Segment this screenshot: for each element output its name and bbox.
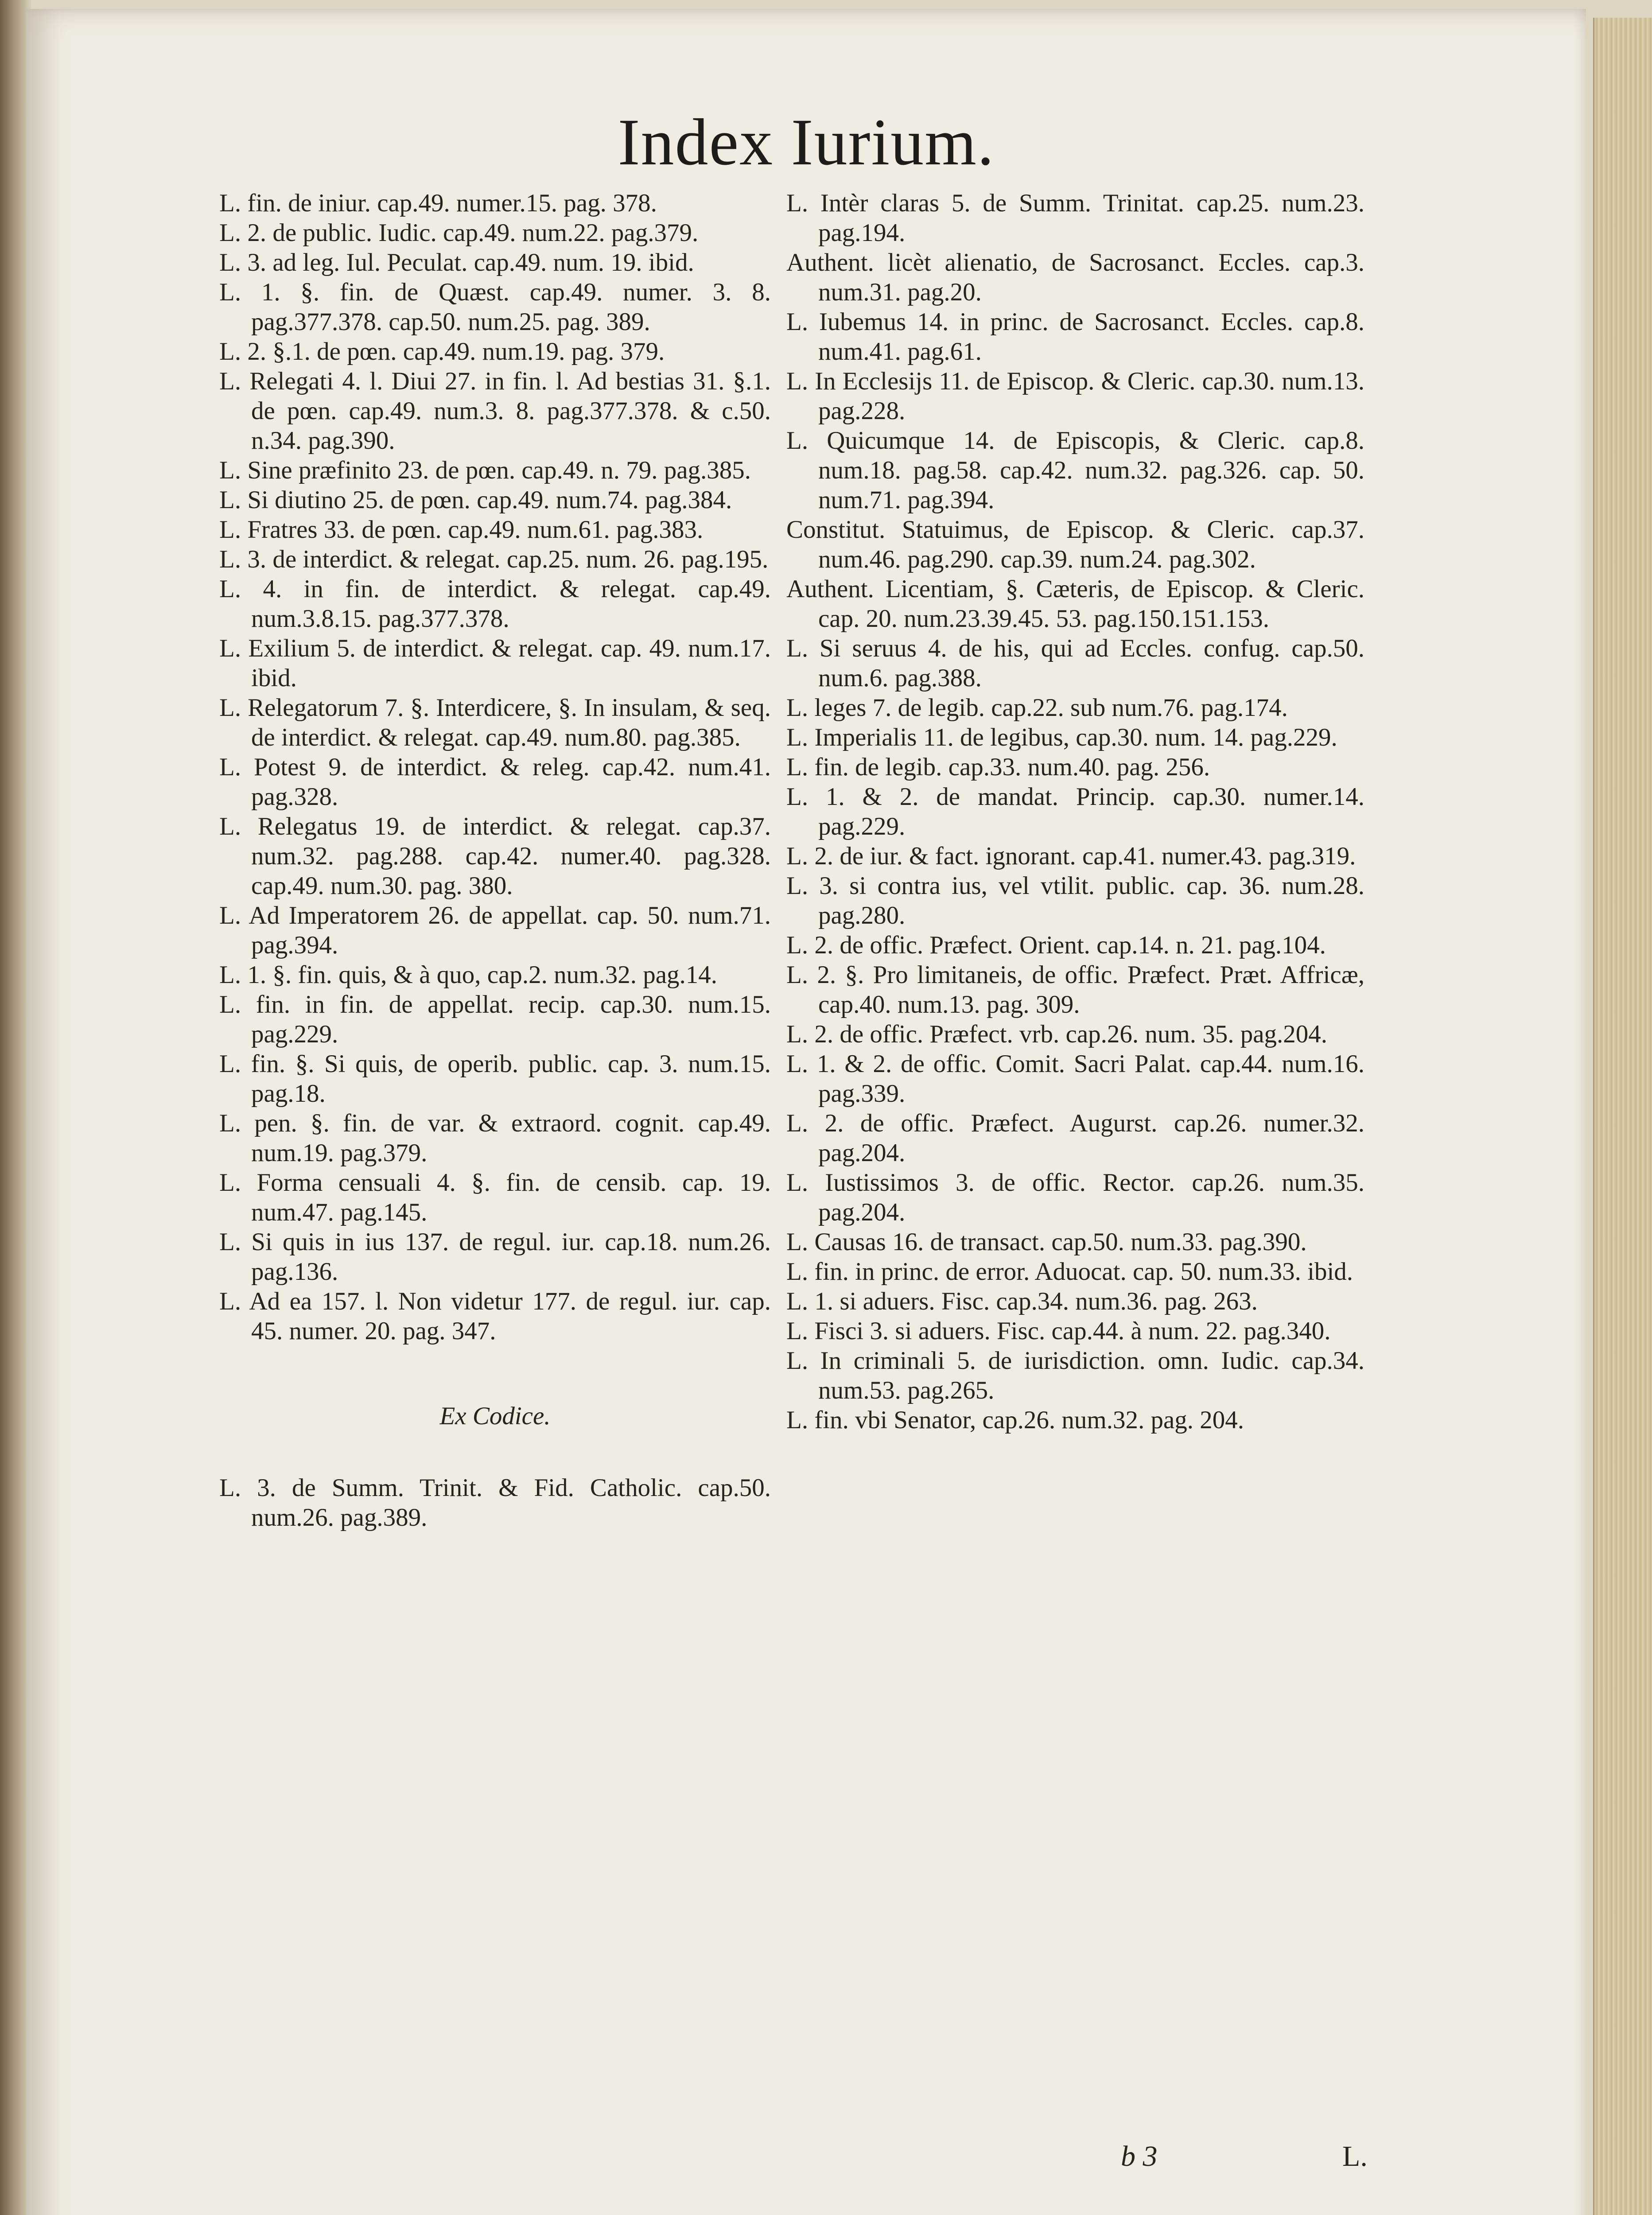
index-entry: L. 1. & 2. de mandat. Princip. cap.30. numer.14. pag.229. <box>786 783 1364 840</box>
index-entry: Constitut. Statuimus, de Episcop. & Cleric. cap.37. num.46. pag.290. cap.39. num.24. pag.302. <box>786 516 1364 573</box>
index-entry: L. Imperialis 11. de legibus, cap.30. num. 14. pag.229. <box>786 723 1337 751</box>
index-entry: Authent. Licentiam, §. Cæteris, de Episcop. & Cleric. cap. 20. num.23.39.45. 53. pag.150.151.153. <box>786 575 1364 633</box>
index-entry: L. Iustissimos 3. de offic. Rector. cap.26. num.35. pag.204. <box>786 1169 1364 1226</box>
index-entry: L. 2. de offic. Præfect. vrb. cap.26. num. 35. pag.204. <box>786 1020 1328 1048</box>
index-entry: L. Sine præfinito 23. de pœn. cap.49. n. 79. pag.385. <box>219 456 751 484</box>
index-entry: L. 3. de interdict. & relegat. cap.25. num. 26. pag.195. <box>219 545 769 573</box>
index-entry: L. 1. §. fin. de Quæst. cap.49. numer. 3. 8. pag.377.378. cap.50. num.25. pag. 389. <box>219 278 771 336</box>
index-entry: L. Intèr claras 5. de Summ. Trinitat. cap.25. num.23. pag.194. <box>786 189 1364 247</box>
index-entry: L. 1. si aduers. Fisc. cap.34. num.36. pag. 263. <box>786 1287 1258 1315</box>
catchword: L. <box>1342 2140 1368 2172</box>
left-column <box>219 188 771 1532</box>
index-entry: L. fin. §. Si quis, de operib. public. cap. 3. num.15. pag.18. <box>219 1050 771 1108</box>
index-entry: L. Ad Imperatorem 26. de appellat. cap. 50. num.71. pag.394. <box>219 902 771 959</box>
index-entry: L. 2. §.1. de pœn. cap.49. num.19. pag. 379. <box>219 338 665 365</box>
right-entries-list <box>786 188 1364 1435</box>
index-entry: L. 1. & 2. de offic. Comit. Sacri Palat. cap.44. num.16. pag.339. <box>786 1050 1364 1108</box>
index-entry: L. Exilium 5. de interdict. & relegat. cap. 49. num.17. ibid. <box>219 634 771 692</box>
index-entry: L. 3. ad leg. Iul. Peculat. cap.49. num. 19. ibid. <box>219 249 694 276</box>
signature-mark: b 3 <box>1121 2140 1158 2172</box>
index-entry: L. fin. de legib. cap.33. num.40. pag. 256. <box>786 753 1210 781</box>
index-entry: L. pen. §. fin. de var. & extraord. cognit. cap.49. num.19. pag.379. <box>219 1109 771 1167</box>
index-entry: L. fin. in fin. de appellat. recip. cap.30. num.15. pag.229. <box>219 991 771 1048</box>
index-entry: Authent. licèt alienatio, de Sacrosanct. Eccles. cap.3. num.31. pag.20. <box>786 249 1364 306</box>
index-entry: L. Forma censuali 4. §. fin. de censib. cap. 19. num.47. pag.145. <box>219 1169 771 1226</box>
page <box>27 9 1586 2215</box>
section-heading: Ex Codice. <box>439 1402 551 1430</box>
index-entry: L. 2. de offic. Præfect. Augurst. cap.26. numer.32. pag.204. <box>786 1109 1364 1167</box>
left-entries-list <box>219 188 771 1346</box>
index-entry: L. Ad ea 157. l. Non videtur 177. de regul. iur. cap. 45. numer. 20. pag. 347. <box>219 1287 771 1345</box>
index-entry: L. Causas 16. de transact. cap.50. num.33. pag.390. <box>786 1228 1307 1256</box>
index-entry: L. Potest 9. de interdict. & releg. cap.42. num.41. pag.328. <box>219 753 771 811</box>
index-entry: L. Si quis in ius 137. de regul. iur. cap.18. num.26. pag.136. <box>219 1228 771 1286</box>
index-entry: L. 3. si contra ius, vel vtilit. public. cap. 36. num.28. pag.280. <box>786 872 1364 929</box>
index-entry: L. Fisci 3. si aduers. Fisc. cap.44. à num. 22. pag.340. <box>786 1317 1331 1345</box>
index-entry: L. In criminali 5. de iurisdiction. omn. Iudic. cap.34. num.53. pag.265. <box>786 1347 1364 1404</box>
index-entry: L. 2. de iur. & fact. ignorant. cap.41. numer.43. pag.319. <box>786 842 1356 870</box>
index-entry: L. In Ecclesijs 11. de Episcop. & Cleric. cap.30. num.13. pag.228. <box>786 367 1364 425</box>
index-entry: L. fin. de iniur. cap.49. numer.15. pag. 378. <box>219 189 657 217</box>
page-fore-edge <box>1593 18 1652 2215</box>
page-title: Index Iurium. <box>618 105 995 179</box>
index-entry: L. Fratres 33. de pœn. cap.49. num.61. pag.383. <box>219 516 704 544</box>
index-entry: L. Relegatus 19. de interdict. & relegat. cap.37. num.32. pag.288. cap.42. numer.40. pag.328. cap.49. num.30. pag. 380. <box>219 812 771 900</box>
index-entry: L. 3. de Summ. Trinit. & Fid. Catholic. cap.50. num.26. pag.389. <box>219 1474 771 1531</box>
index-entry: L. Si diutino 25. de pœn. cap.49. num.74. pag.384. <box>219 486 732 514</box>
right-column <box>786 188 1364 1435</box>
index-entry: L. leges 7. de legib. cap.22. sub num.76. pag.174. <box>786 694 1288 722</box>
index-entry: L. fin. in princ. de error. Aduocat. cap. 50. num.33. ibid. <box>786 1258 1353 1286</box>
index-entry: L. Relegatorum 7. §. Interdicere, §. In insulam, & seq. de interdict. & relegat. cap.49. num.80. pag.385. <box>219 694 771 751</box>
index-entry: L. Si seruus 4. de his, qui ad Eccles. confug. cap.50. num.6. pag.388. <box>786 634 1364 692</box>
index-entry: L. fin. vbi Senator, cap.26. num.32. pag. 204. <box>786 1406 1244 1434</box>
index-entry: L. Relegati 4. l. Diui 27. in fin. l. Ad bestias 31. §.1. de pœn. cap.49. num.3. 8. pag.377.378. & c.50. n.34. pag.390. <box>219 367 771 455</box>
index-entry: L. Quicumque 14. de Episcopis, & Cleric. cap.8. num.18. pag.58. cap.42. num.32. pag.326. cap. 50. num.71. pag.394. <box>786 427 1364 514</box>
left-after-heading-list <box>219 1473 771 1532</box>
index-entry: L. 1. §. fin. quis, & à quo, cap.2. num.32. pag.14. <box>219 961 718 989</box>
index-entry: L. 2. de offic. Præfect. Orient. cap.14. n. 21. pag.104. <box>786 931 1326 959</box>
index-entry: L. 2. §. Pro limitaneis, de offic. Præfect. Præt. Affricæ, cap.40. num.13. pag. 309. <box>786 961 1364 1018</box>
index-entry: L. 2. de public. Iudic. cap.49. num.22. pag.379. <box>219 219 699 247</box>
index-entry: L. 4. in fin. de interdict. & relegat. cap.49. num.3.8.15. pag.377.378. <box>219 575 771 633</box>
index-entry: L. Iubemus 14. in princ. de Sacrosanct. Eccles. cap.8. num.41. pag.61. <box>786 308 1364 365</box>
